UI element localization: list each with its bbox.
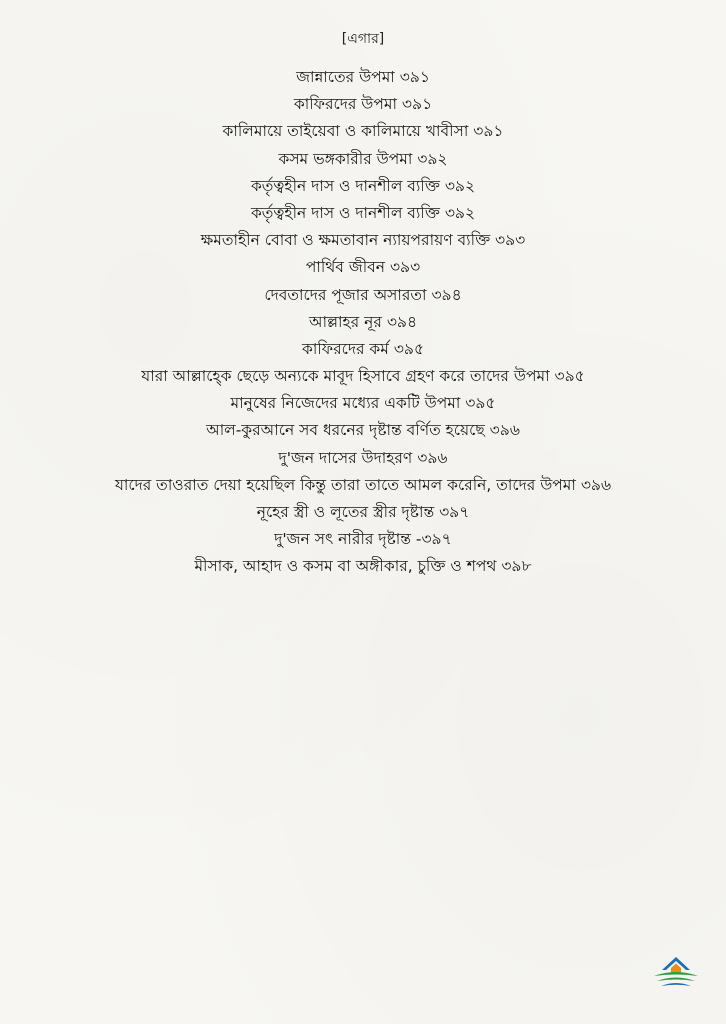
toc-item — [0, 336, 726, 363]
toc-item-text: মীসাক, আহাদ ও কসম বা অঙ্গীকার, চুক্তি ও শপথ ৩৯৮ — [194, 557, 532, 576]
toc-item-text: দু'জন সৎ নারীর দৃষ্টান্ত -৩৯৭ — [274, 530, 452, 549]
toc-item-text: কর্তৃত্বহীন দাস ও দানশীল ব্যক্তি ৩৯২ — [250, 176, 476, 195]
toc-item-text: আল্লাহর নূর ৩৯৪ — [308, 312, 418, 331]
logo-leaf — [657, 978, 695, 982]
toc-item — [0, 417, 726, 444]
toc-item — [0, 472, 726, 499]
toc-item-text: নূহের স্ত্রী ও লূতের স্ত্রীর দৃষ্টান্ত ৩৯৭ — [256, 503, 470, 521]
toc-item-text: দু'জন দাসের উদাহরণ ৩৯৬ — [278, 448, 448, 467]
toc-item — [0, 118, 726, 145]
toc-item — [0, 445, 726, 472]
logo-leaf — [654, 972, 698, 976]
toc-item — [0, 146, 726, 173]
toc-item-text: পার্থিব জীবন ৩৯৩ — [305, 258, 421, 277]
toc-item — [0, 553, 726, 580]
logo-leaf — [661, 983, 691, 986]
toc-item-text: কাফিরদের উপমা ৩৯১ — [293, 95, 433, 114]
toc-item — [0, 173, 726, 200]
toc-item-text: জান্নাতের উপমা ৩৯১ — [296, 68, 430, 86]
toc-item — [0, 363, 726, 390]
toc-item-text: কর্তৃত্বহীন দাস ও দানশীল ব্যক্তি ৩৯২ — [250, 203, 476, 222]
toc-item — [0, 309, 726, 336]
toc-item — [0, 526, 726, 553]
toc-item-text: কসম ভঙ্গকারীর উপমা ৩৯২ — [278, 149, 448, 168]
toc-item — [0, 64, 726, 91]
toc-item-text: ক্ষমতাহীন বোবা ও ক্ষমতাবান ন্যায়পরায়ণ ব্যক্তি ৩৯৩ — [200, 231, 526, 250]
toc-item — [0, 227, 726, 254]
toc-item — [0, 91, 726, 118]
toc-item — [0, 200, 726, 227]
toc-item-text: মানুষের নিজেদের মধ্যের একটি উপমা ৩৯৫ — [230, 394, 496, 413]
toc-item — [0, 499, 726, 526]
publisher-logo-icon — [648, 944, 704, 1000]
toc-item-text: যারা আল্লাহ্কে ছেড়ে অন্যকে মাবূদ হিসাবে গ্রহণ করে তাদের উপমা ৩৯৫ — [141, 367, 585, 386]
table-of-contents — [0, 64, 726, 581]
toc-item-text: কালিমায়ে তাইয়েবা ও কালিমায়ে খাবীসা ৩৯১ — [222, 122, 504, 141]
toc-item — [0, 282, 726, 309]
toc-item-text: দেবতাদের পূজার অসারতা ৩৯৪ — [264, 285, 462, 304]
toc-item-text: কাফিরদের কর্ম ৩৯৫ — [301, 339, 425, 358]
page-number: [এগার] — [341, 31, 385, 47]
toc-item — [0, 254, 726, 281]
toc-item-text: যাদের তাওরাত দেয়া হয়েছিল কিন্তু তারা তাতে আমল করেনি, তাদের উপমা ৩৯৬ — [114, 475, 612, 494]
toc-item — [0, 390, 726, 417]
toc-item-text: আল-কুরআনে সব ধরনের দৃষ্টান্ত বর্ণিত হয়েছে ৩৯৬ — [206, 421, 520, 440]
